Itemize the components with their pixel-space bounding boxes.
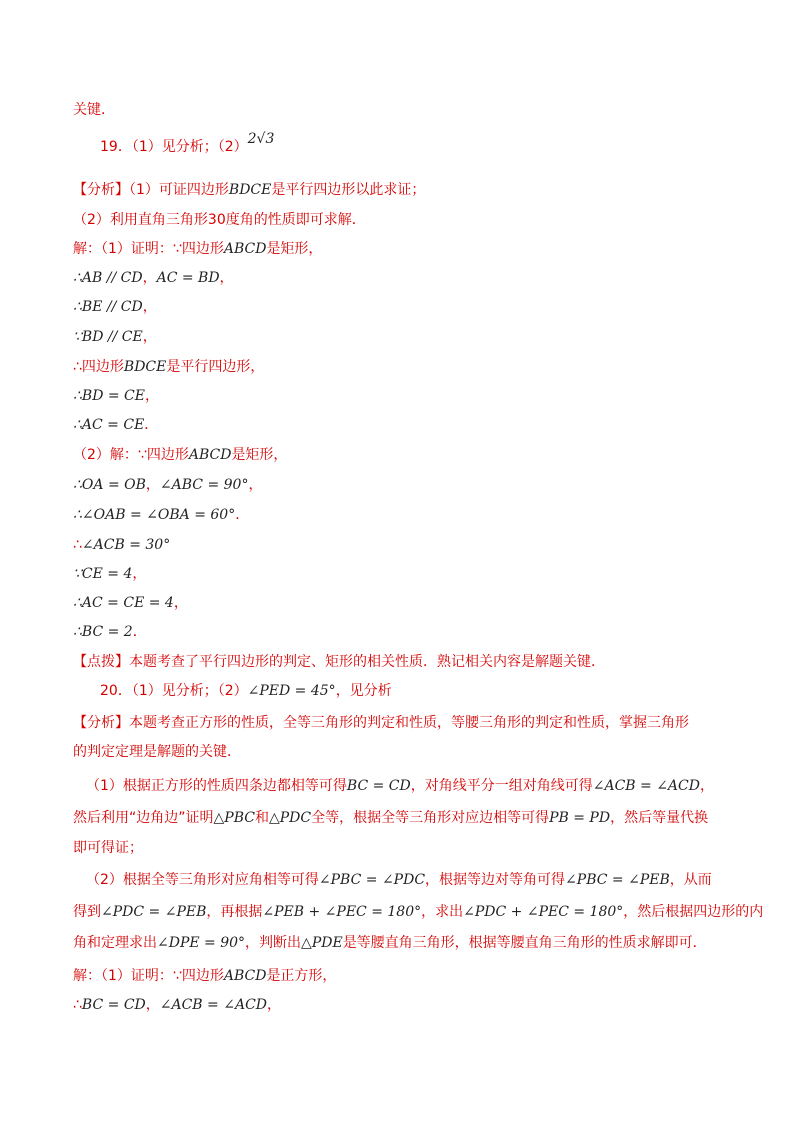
solution-line [73, 564, 146, 584]
text: 是平行四边形， [166, 359, 265, 375]
question-20-heading [100, 681, 392, 701]
solution-line [73, 386, 159, 406]
text: ，然后根据四边形的内 [623, 904, 764, 920]
solution-line [73, 593, 188, 613]
text: ，然后等量代换 [610, 810, 709, 826]
analysis-line [73, 180, 425, 200]
solution-line [73, 966, 336, 986]
text: 是矩形， [231, 447, 288, 463]
analysis-tag: 【分析】 [73, 182, 129, 198]
analysis-line [73, 713, 689, 733]
text: ． [144, 417, 159, 433]
text: 解：（1）证明：∵四边形 [73, 968, 224, 984]
math: ∵BD // CE [73, 329, 143, 345]
text: 然后利用“边角边”证明 [73, 810, 214, 826]
analysis-paragraph-line [86, 870, 712, 890]
math: ∴AB // CD [73, 270, 143, 286]
text: ，判断出 [245, 935, 302, 951]
math: ∠DPE = 90° [157, 935, 246, 951]
math: ∠ACB = ∠ACD [159, 997, 267, 1013]
solution-line [73, 297, 157, 317]
math: ∴AC = CE [73, 417, 145, 433]
text: （2）解：∵四边形 [73, 447, 189, 463]
text: 本题考查正方形的性质，全等三角形的判定和性质，等腰三角形的判定和性质，掌握三角形 [129, 715, 689, 731]
math: △PDC [268, 810, 312, 826]
solution-line [73, 357, 264, 377]
math-answer: 2√3 [247, 131, 275, 147]
math: ∵CE = 4 [73, 566, 133, 582]
text: 是等腰直角三角形，根据等腰直角三角形的性质求解即可． [342, 935, 707, 951]
text: ， [267, 997, 281, 1013]
text: ， [699, 778, 714, 794]
text: ∴四边形 [73, 359, 124, 375]
text: 是矩形， [266, 241, 323, 257]
question-19-heading [100, 131, 275, 157]
text: ， [144, 388, 159, 404]
solution-line [73, 535, 170, 555]
text: ，对角线平分一组对角线可得 [410, 778, 593, 794]
math: AC = BD [156, 270, 220, 286]
text: ，求出 [421, 904, 464, 920]
text: ∴ [73, 537, 82, 553]
text: ， [145, 997, 160, 1013]
math: BDCE [228, 182, 272, 198]
text: ， [142, 270, 157, 286]
math: ∠ACB = 30° [81, 537, 171, 553]
text: 全等，根据全等三角形对应边相等可得 [311, 810, 550, 826]
math: ∴BE // CD [73, 299, 143, 315]
math: ∠ACB = ∠ACD [592, 778, 700, 794]
text: （1）可证四边形 [129, 182, 229, 198]
analysis-tag: 【分析】 [73, 715, 129, 731]
math: ∴AC = CE = 4 [73, 595, 174, 611]
text: 的判定定理是解题的关键． [73, 744, 241, 760]
math: ∠PDC + ∠PEC = 180° [463, 904, 624, 920]
text: （2）根据全等三角形对应角相等可得 [86, 872, 319, 888]
text: ． [235, 507, 250, 523]
text-line [73, 100, 115, 120]
text: 本题考查了平行四边形的判定、矩形的相关性质．熟记相关内容是解题关键． [129, 654, 605, 670]
math: ∠ABC = 90° [159, 477, 249, 493]
math: ABCD [188, 447, 232, 463]
text: （1）根据正方形的性质四条边都相等可得 [86, 778, 347, 794]
text: ， [142, 329, 157, 345]
math: PB = PD [549, 810, 611, 826]
text: ， [142, 299, 157, 315]
text: 角和定理求出 [73, 935, 157, 951]
tip-line [73, 652, 605, 672]
text: ∴ [73, 997, 82, 1013]
text: 关键． [73, 102, 115, 118]
analysis-line [73, 742, 241, 762]
analysis-paragraph-line [73, 902, 763, 922]
text: ，再根据 [206, 904, 263, 920]
math: ABCD [223, 968, 267, 984]
text: ． [132, 624, 147, 640]
solution-line [73, 239, 322, 259]
text: 是正方形， [266, 968, 337, 984]
solution-line [73, 445, 287, 465]
solution-line [73, 995, 281, 1015]
text: 19．（1）见分析；（2） [100, 139, 248, 155]
math: ∴OA = OB [73, 477, 146, 493]
solution-line [73, 268, 234, 288]
math: BDCE [123, 359, 167, 375]
text: ， [219, 270, 234, 286]
text: ， [248, 477, 263, 493]
text: ，见分析 [335, 683, 392, 699]
text: 是平行四边形以此求证； [271, 182, 426, 198]
text: （2）利用直角三角形30度角的性质即可求解． [73, 212, 366, 228]
analysis-paragraph-line [73, 933, 707, 953]
solution-line [73, 475, 262, 495]
analysis-line [73, 210, 366, 230]
math: ∴BD = CE [73, 388, 145, 404]
text: 20．（1）见分析；（2） [100, 683, 248, 699]
text: ，从而 [669, 872, 712, 888]
text: ， [145, 477, 160, 493]
math: ∴BC = 2 [73, 624, 133, 640]
math: ABCD [223, 241, 267, 257]
text: 即可得证； [73, 840, 143, 856]
analysis-paragraph-line [73, 838, 143, 858]
text: ， [132, 566, 147, 582]
math: △PBC [213, 810, 255, 826]
analysis-paragraph-line [73, 808, 708, 828]
math: △PDE [301, 935, 343, 951]
text: 和 [254, 810, 269, 826]
analysis-paragraph-line [86, 776, 714, 796]
solution-line [73, 327, 157, 347]
math: ∴∠OAB = ∠OBA = 60° [73, 507, 236, 523]
math: ∠PBC = ∠PEB [565, 872, 670, 888]
solution-line [73, 415, 158, 435]
math: ∠PBC = ∠PDC [318, 872, 426, 888]
math: ∠PDC = ∠PEB [101, 904, 207, 920]
tip-tag: 【点拨】 [73, 654, 129, 670]
math: ∠PEB + ∠PEC = 180° [262, 904, 422, 920]
solution-line [73, 622, 147, 642]
solution-line [73, 505, 249, 525]
math: ∠PED = 45° [247, 683, 336, 699]
math: BC = CD [81, 997, 146, 1013]
text: ， [173, 595, 188, 611]
math: BC = CD [346, 778, 411, 794]
text: ，根据等边对等角可得 [425, 872, 566, 888]
text: 得到 [73, 904, 101, 920]
text: 解：（1）证明：∵四边形 [73, 241, 224, 257]
